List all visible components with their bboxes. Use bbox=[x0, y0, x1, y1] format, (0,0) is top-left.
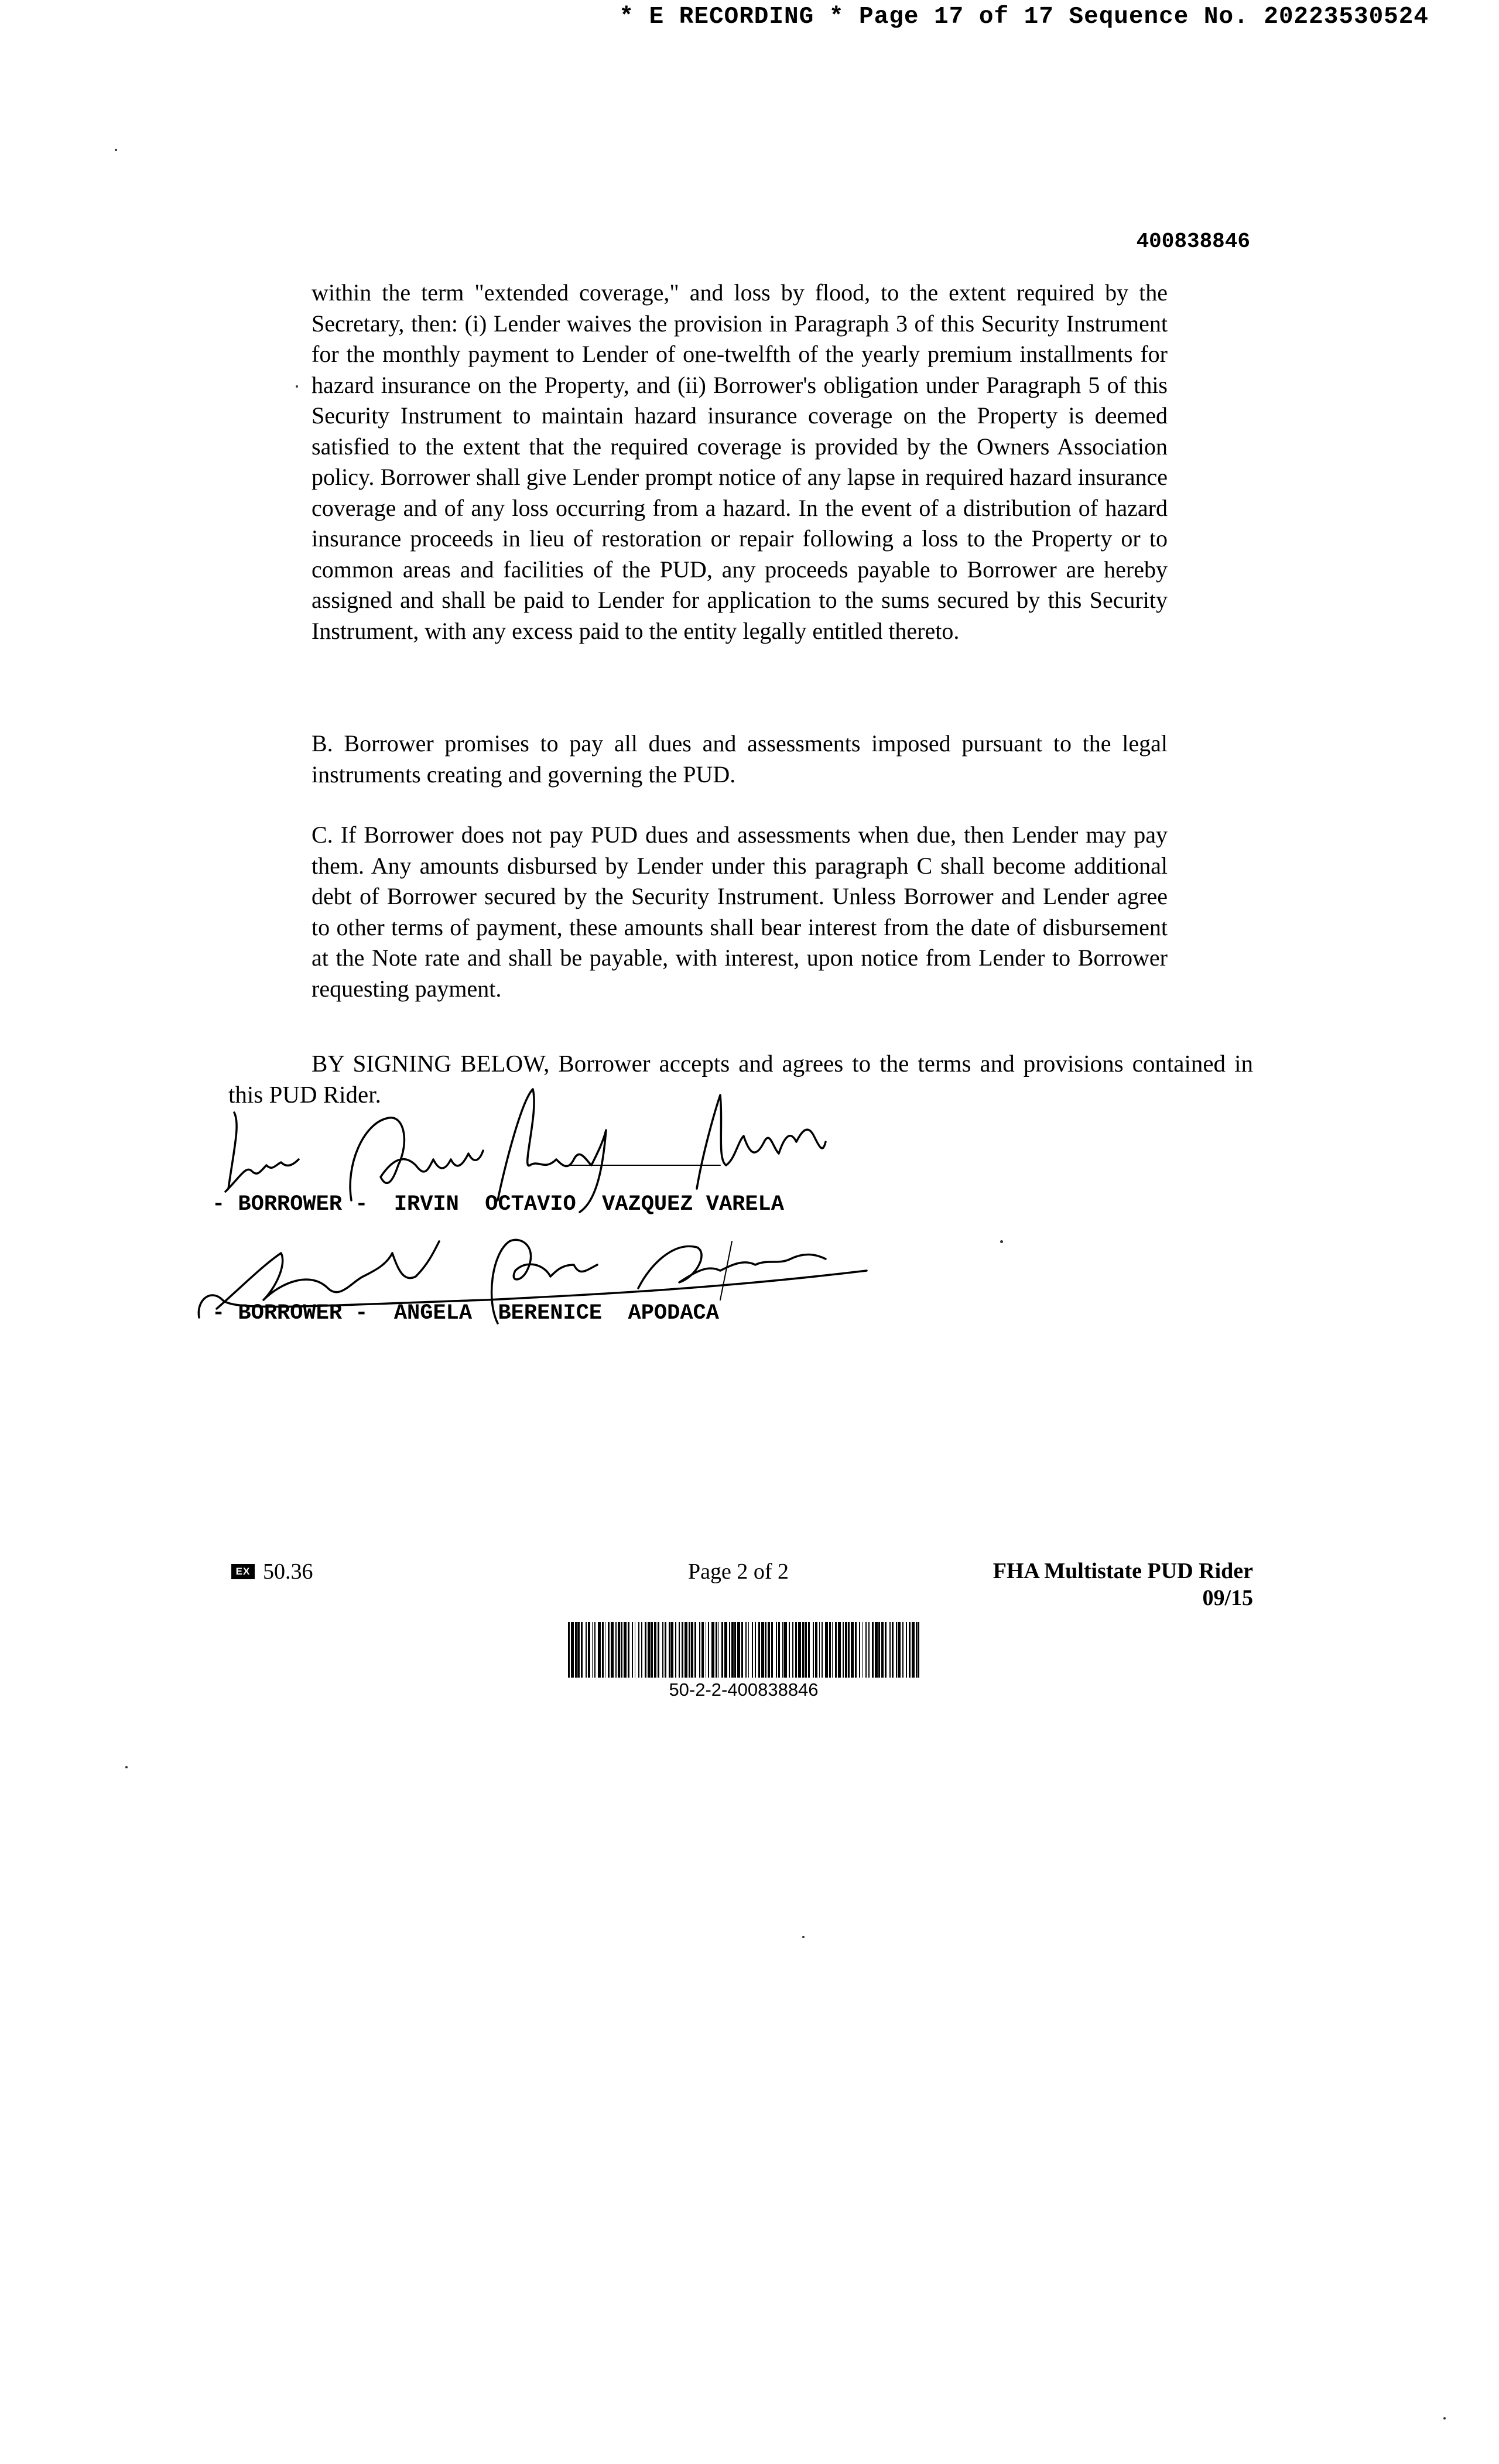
recording-header: * E RECORDING * Page 17 of 17 Sequence No. 20223530524 bbox=[619, 4, 1429, 30]
barcode bbox=[568, 1622, 919, 1678]
form-date: 09/15 bbox=[1202, 1586, 1253, 1610]
paragraph-c-payment: C. If Borrower does not pay PUD dues and assessments when due, then Lender may pay them. Any amounts disbursed by Lender under this paragraph C shall become additional debt of Borrower secured by the Security Instrument. Unless Borrower and Lender agree to other terms of payment, these amounts shall bear interest from the date of disbursement at the Note rate and shall be payable, with interest, upon notice from Lender to Borrower requesting payment. bbox=[312, 822, 1168, 1002]
paragraph-hazard-insurance: within the term "extended coverage," and loss by flood, to the extent required by the Secretary, then: (i) Lender waives the provision in Paragraph 3 of this Security Instrument for the monthly payment to Lender of one-twelfth of the yearly premium installments for hazard insurance on the Property, and (ii) Borrower's obligation under Paragraph 5 of this Security Instrument to maintain hazard insurance coverage on the Property is deemed satisfied to the extent that the required coverage is provided by the Owners Association policy. Borrower shall give Lender prompt notice of any lapse in required hazard insurance coverage and of any loss occurring from a hazard. In the event of a distribution of hazard insurance proceeds in lieu of restoration or repair following a loss to the Property or to common areas and facilities of the PUD, any proceeds payable to Borrower are hereby assigned and shall be paid to Lender for application to the sums secured by this Security Instrument, with any excess paid to the entity legally entitled thereto. bbox=[312, 279, 1168, 644]
form-logo-icon: EX bbox=[231, 1564, 255, 1579]
handwritten-signatures bbox=[193, 1077, 972, 1382]
form-number: 50.36 bbox=[263, 1559, 313, 1584]
paragraph-b-dues: B. Borrower promises to pay all dues and assessments imposed pursuant to the legal instruments creating and governing the PUD. bbox=[312, 730, 1168, 788]
signature-line-borrower-2: - BORROWER - ANGELA BERENICE APODACA bbox=[212, 1301, 719, 1326]
loan-number: 400838846 bbox=[1136, 230, 1250, 254]
form-title-block bbox=[993, 1558, 1253, 1611]
scan-speck bbox=[1000, 1240, 1003, 1243]
barcode-number: 50-2-2-400838846 bbox=[669, 1679, 819, 1700]
scan-speck bbox=[125, 1766, 128, 1768]
scan-speck bbox=[802, 1936, 805, 1938]
scan-speck bbox=[115, 149, 117, 151]
scan-speck bbox=[296, 385, 298, 388]
scan-speck bbox=[1443, 2417, 1446, 2419]
page-number: Page 2 of 2 bbox=[688, 1559, 789, 1584]
form-code bbox=[231, 1559, 313, 1585]
signing-statement: BY SIGNING BELOW, Borrower accepts and agrees to the terms and provisions contained in this PUD Rider. bbox=[228, 1050, 1253, 1108]
form-title: FHA Multistate PUD Rider bbox=[993, 1559, 1253, 1583]
signature-line-borrower-1: - BORROWER - IRVIN OCTAVIO VAZQUEZ VARELA bbox=[212, 1192, 784, 1217]
